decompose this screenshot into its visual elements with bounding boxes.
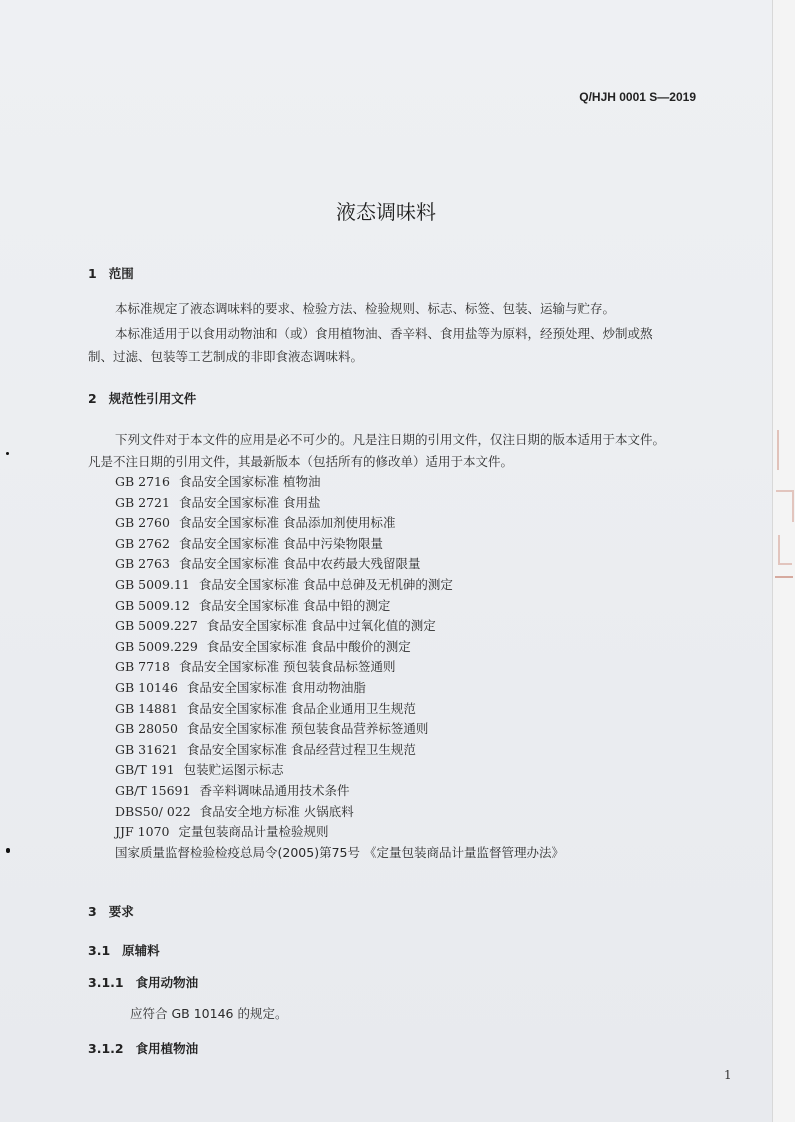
reference-code: GB 31621 bbox=[115, 741, 178, 757]
reference-title: 食品安全国家标准 食品中污染物限量 bbox=[178, 535, 383, 551]
bleed-through-mark bbox=[777, 430, 793, 470]
section-number: 3 bbox=[88, 904, 97, 919]
document-title: 液态调味料 bbox=[336, 200, 436, 224]
subsection-3-1-2-heading bbox=[88, 1039, 198, 1057]
reference-title: 食品安全国家标准 食用盐 bbox=[178, 494, 321, 510]
page-number: 1 bbox=[724, 1068, 732, 1082]
reference-title: 食品安全国家标准 预包装食品营养标签通则 bbox=[186, 721, 429, 737]
reference-item bbox=[115, 637, 564, 658]
reference-item bbox=[115, 822, 564, 843]
reference-title: 食品安全国家标准 食品中总砷及无机砷的测定 bbox=[198, 576, 453, 592]
section-2-heading bbox=[88, 389, 196, 407]
reference-title: 食品安全国家标准 食品中农药最大残留限量 bbox=[178, 556, 421, 572]
reference-item bbox=[115, 760, 564, 781]
reference-code: JJF 1070 bbox=[115, 824, 170, 840]
scan-speck bbox=[6, 452, 9, 455]
reference-item bbox=[115, 554, 564, 575]
reference-title: 食品安全地方标准 火锅底料 bbox=[199, 803, 354, 819]
reference-code: GB 2716 bbox=[115, 474, 170, 489]
section-title: 食用动物油 bbox=[135, 975, 199, 990]
reference-item bbox=[115, 534, 564, 555]
paragraph: 本标准规定了液态调味料的要求、检验方法、检验规则、标志、标签、包装、运输与贮存。 bbox=[115, 301, 616, 316]
section-number: 2 bbox=[88, 391, 97, 406]
reference-code: GB 14881 bbox=[115, 700, 178, 716]
section-number: 3.1 bbox=[88, 943, 111, 958]
reference-code: GB 28050 bbox=[115, 721, 178, 737]
reference-title: 食品安全国家标准 食品中过氧化值的测定 bbox=[206, 618, 436, 634]
reference-item bbox=[115, 781, 564, 802]
reference-title: 食品安全国家标准 食品企业通用卫生规范 bbox=[186, 700, 416, 716]
reference-title: 食品安全国家标准 植物油 bbox=[178, 474, 321, 489]
paragraph-continuation: 制、过滤、包装等工艺制成的非即食液态调味料。 bbox=[88, 349, 364, 364]
reference-item bbox=[115, 802, 564, 823]
reference-title: 食品安全国家标准 预包装食品标签通则 bbox=[178, 659, 396, 675]
reference-title: 食品安全国家标准 食用动物油脂 bbox=[186, 679, 366, 695]
reference-code: GB 5009.227 bbox=[115, 618, 198, 634]
reference-code: GB 2760 bbox=[115, 515, 170, 531]
reference-item bbox=[115, 513, 564, 534]
reference-code: GB 10146 bbox=[115, 679, 178, 695]
section-title: 范围 bbox=[108, 266, 134, 281]
section-number: 3.1.1 bbox=[88, 975, 124, 990]
paragraph: 应符合 GB 10146 的规定。 bbox=[130, 1006, 288, 1021]
reference-code: GB 2721 bbox=[115, 494, 170, 510]
paragraph-continuation: 凡是不注日期的引用文件，其最新版本（包括所有的修改单）适用于本文件。 bbox=[88, 454, 514, 469]
bleed-through-mark bbox=[775, 576, 793, 578]
subsection-3-1-heading bbox=[88, 941, 160, 959]
reference-code: GB 2763 bbox=[115, 556, 170, 572]
reference-item bbox=[115, 678, 564, 699]
bleed-through-mark bbox=[778, 535, 792, 565]
reference-code: GB 7718 bbox=[115, 659, 170, 675]
reference-title: 食品安全国家标准 食品经营过程卫生规范 bbox=[186, 741, 416, 757]
reference-item bbox=[115, 472, 564, 493]
document-code: Q/HJH 0001 S—2019 bbox=[579, 90, 696, 104]
reference-code: DBS50/ 022 bbox=[115, 803, 191, 819]
adjacent-page-edge bbox=[772, 0, 795, 1122]
reference-item bbox=[115, 699, 564, 720]
reference-title: 国家质量监督检验检疫总局令(2005)第75号 《定量包装商品计量监督管理办法》 bbox=[115, 844, 564, 860]
section-1-heading bbox=[88, 264, 134, 282]
paragraph: 本标准适用于以食用动物油和（或）食用植物油、香辛料、食用盐等为原料，经预处理、炒制或熬 bbox=[115, 326, 653, 341]
bleed-through-mark bbox=[776, 490, 794, 522]
reference-title: 包装贮运图示标志 bbox=[183, 762, 284, 778]
reference-item bbox=[115, 596, 564, 617]
reference-title: 食品安全国家标准 食品添加剂使用标准 bbox=[178, 515, 396, 531]
reference-code: GB/T 15691 bbox=[115, 782, 191, 798]
scan-speck bbox=[6, 848, 10, 853]
paragraph: 下列文件对于本文件的应用是必不可少的。凡是注日期的引用文件，仅注日期的版本适用于本文件。 bbox=[115, 432, 666, 447]
subsection-3-1-1-heading bbox=[88, 973, 198, 991]
section-number: 1 bbox=[88, 266, 97, 281]
section-3-heading bbox=[88, 902, 134, 920]
reference-title: 香辛料调味品通用技术条件 bbox=[199, 782, 350, 798]
reference-title: 食品安全国家标准 食品中酸价的测定 bbox=[206, 638, 411, 654]
reference-item bbox=[115, 740, 564, 761]
section-title: 要求 bbox=[108, 904, 134, 919]
section-number: 3.1.2 bbox=[88, 1041, 124, 1056]
section-title: 原辅料 bbox=[122, 943, 160, 958]
reference-title: 定量包装商品计量检验规则 bbox=[178, 824, 329, 840]
reference-code: GB/T 191 bbox=[115, 762, 175, 778]
reference-item bbox=[115, 719, 564, 740]
reference-code: GB 5009.11 bbox=[115, 576, 190, 592]
reference-list bbox=[115, 472, 564, 863]
reference-code: GB 2762 bbox=[115, 535, 170, 551]
section-title: 规范性引用文件 bbox=[108, 391, 197, 406]
section-title: 食用植物油 bbox=[135, 1041, 199, 1056]
reference-title: 食品安全国家标准 食品中铅的测定 bbox=[198, 597, 391, 613]
reference-item bbox=[115, 575, 564, 596]
reference-item bbox=[115, 493, 564, 514]
reference-code: GB 5009.229 bbox=[115, 638, 198, 654]
reference-code: GB 5009.12 bbox=[115, 597, 190, 613]
reference-item bbox=[115, 843, 564, 864]
reference-item bbox=[115, 616, 564, 637]
reference-item bbox=[115, 657, 564, 678]
